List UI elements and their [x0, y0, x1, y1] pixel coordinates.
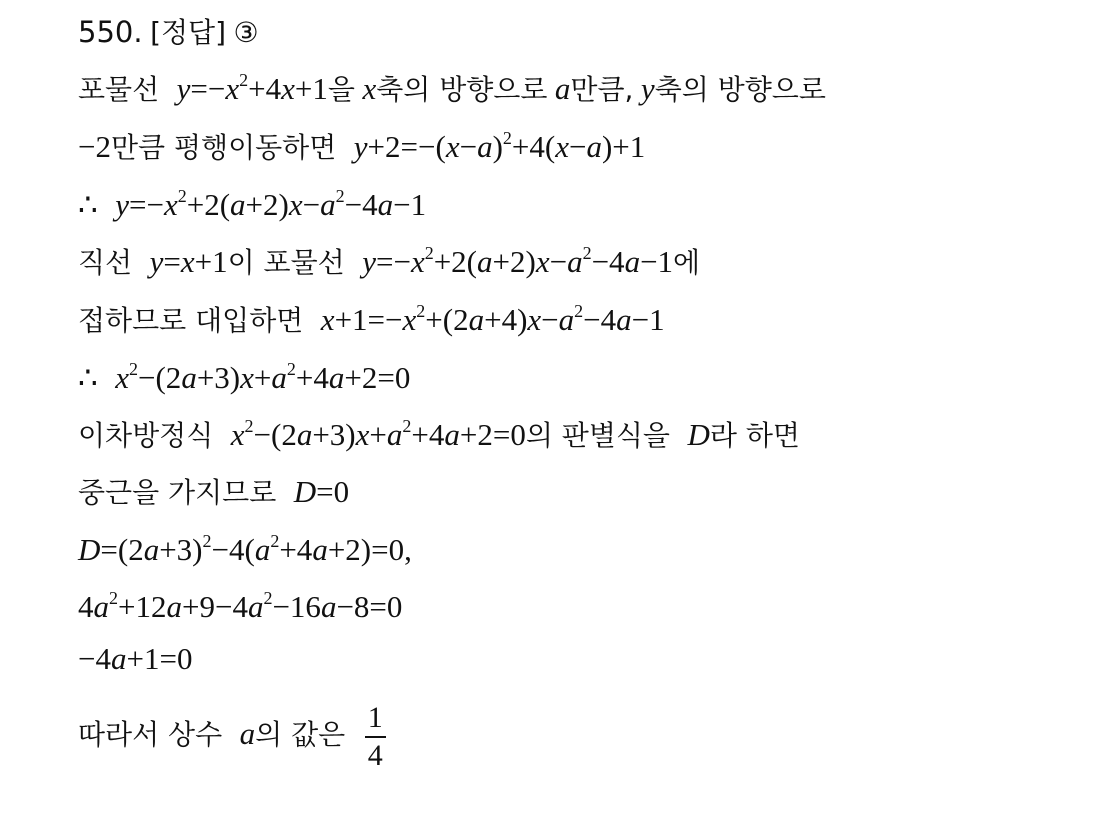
text-let: 라 하면 [709, 419, 800, 452]
problem-header [78, 12, 259, 53]
text-parabola: 포물선 [78, 73, 160, 106]
answer-tag: [정답] [150, 16, 227, 49]
equation-quadratic: $x^2-(2a+3)x+a^2+4a+2=0$ [115, 359, 411, 395]
text-quadratic-equation: 이차방정식 [78, 419, 214, 452]
equation-expanded: $4a^2+12a+9-4a^2-16a-8=0$ [78, 588, 403, 624]
text-line: 직선 [78, 246, 133, 279]
solution-line-5 [78, 300, 665, 341]
text-and-parabola: 이 포물선 [227, 246, 345, 279]
equation-quadratic-ref: $x^2-(2a+3)x+a^2+4a+2=0$ [230, 416, 526, 452]
solution-line-1 [78, 69, 826, 110]
text-amount: 만큼, [570, 73, 634, 106]
equation-line: y=x+1 [149, 244, 228, 279]
text-y-direction: 축의 방향으로 [654, 73, 826, 106]
therefore-symbol: ∴ [78, 187, 98, 222]
var-y: y [640, 71, 655, 106]
equation-simplified: −4a+1=0 [78, 641, 193, 676]
text-particle: 을 [327, 73, 355, 106]
answer-value: ③ [233, 16, 259, 49]
fraction-denominator: 4 [367, 739, 383, 773]
solution-line-7 [78, 415, 800, 456]
var-a: a [554, 71, 571, 106]
solution-line-6 [78, 358, 410, 399]
fraction-bar [365, 736, 386, 738]
text-tangent-substitute: 접하므로 대입하면 [78, 304, 304, 337]
equation-discriminant: $D=(2a+3)^2-4(a^2+4a+2)=0$, [78, 531, 412, 567]
solution-line-9 [78, 530, 412, 571]
value-minus-two: −2 [78, 129, 111, 164]
text-x-direction: 축의 방향으로 [376, 73, 548, 106]
fraction-numerator: 1 [367, 701, 383, 735]
var-a: a [239, 716, 256, 751]
var-x: x [362, 71, 377, 106]
problem-number: 550. [78, 15, 143, 49]
var-D: D [687, 417, 710, 452]
text-particle-e: 에 [673, 246, 701, 279]
equation-result-parabola: $y=-x^2+2(a+2)x-a^2-4a-1$ [115, 186, 427, 222]
text-value-is: 의 값은 [255, 718, 346, 751]
solution-line-3 [78, 185, 426, 226]
text-double-root: 중근을 가지므로 [78, 476, 277, 509]
solution-line-11 [78, 639, 192, 680]
equation-parabola-original: $y=-x^2+4x+1$ [176, 70, 328, 106]
answer-fraction [365, 701, 386, 773]
solution-line-8 [78, 472, 349, 513]
equation-parabola-shifted: $y=-x^2+2(a+2)x-a^2-4a-1$ [362, 243, 674, 279]
solution-line-4 [78, 242, 700, 283]
solution-line-10 [78, 587, 402, 628]
text-discriminant: 의 판별식을 [525, 419, 670, 452]
text-translate: 만큼 평행이동하면 [110, 131, 337, 164]
therefore-symbol: ∴ [78, 360, 98, 395]
solution-line-2 [78, 127, 645, 168]
solution-line-12 [78, 694, 386, 775]
text-therefore-constant: 따라서 상수 [78, 718, 223, 751]
equation-substitution: $x+1=-x^2+(2a+4)x-a^2-4a-1$ [320, 301, 665, 337]
equation-D-zero: D=0 [293, 474, 350, 509]
equation-translated: $y+2=-(x-a)^2+4(x-a)+1$ [353, 128, 646, 164]
